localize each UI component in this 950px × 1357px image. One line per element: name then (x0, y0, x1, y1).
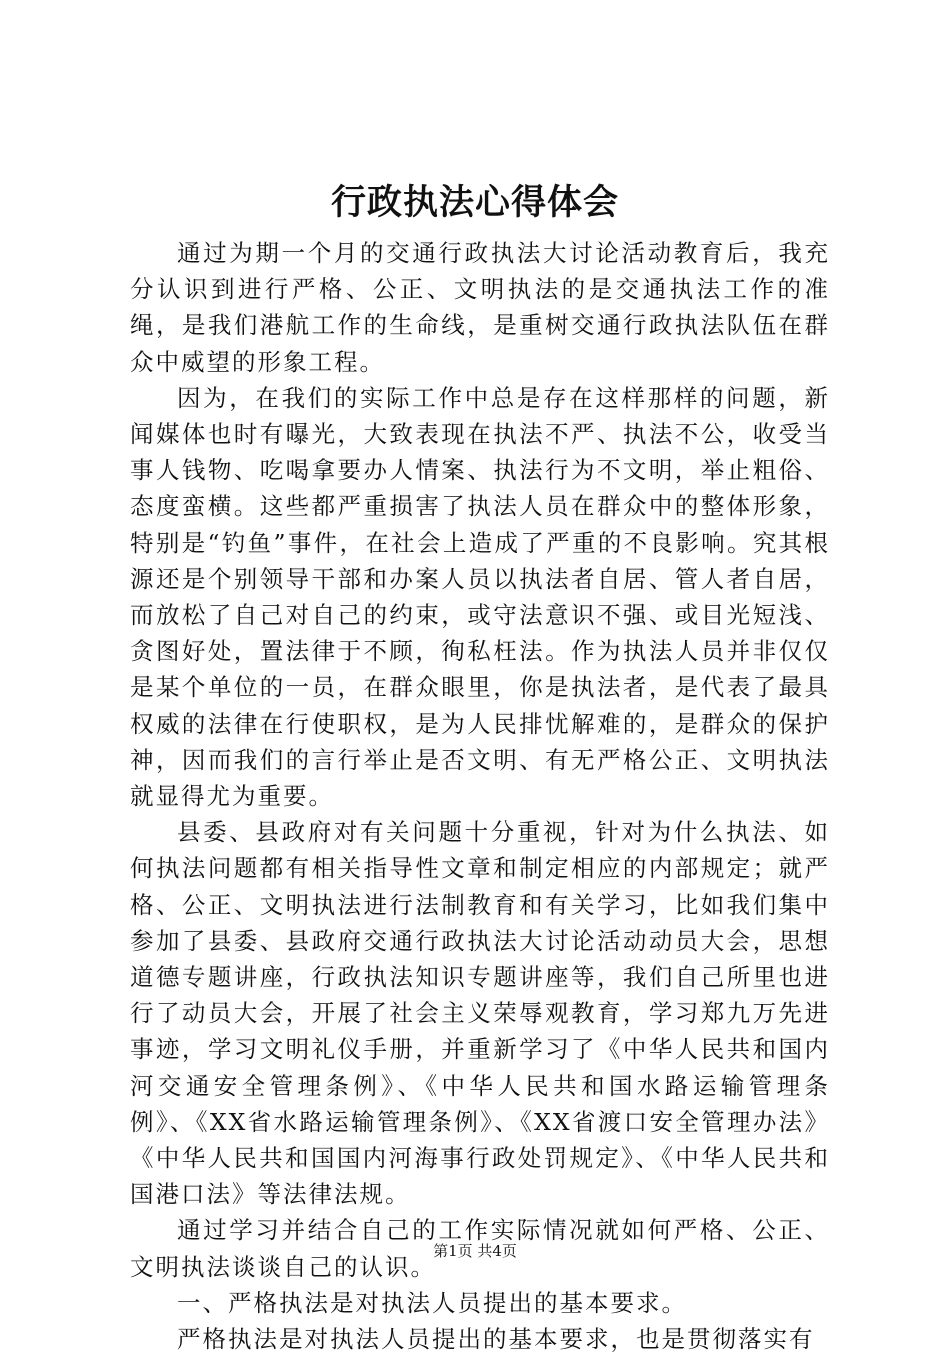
page-footer: 第1页 共4页 (433, 1242, 517, 1260)
paragraph-intro: 通过为期一个月的交通行政执法大讨论活动教育后，我充分认识到进行严格、公正、文明执法的是交通执法工作的准绳，是我们港航工作的生命线，是重树交通行政执法队伍在群众中威望的形象工程。 (130, 239, 830, 376)
paragraph-county-measures: 县委、县政府对有关问题十分重视，针对为什么执法、如何执法问题都有相关指导性文章和制定相应的内部规定；就严格、公正、文明执法进行法制教育和有关学习，比如我们集中参加了县委、县政府交通行政执法大讨论活动动员大会，思想道德专题讲座，行政执法知识专题讲座等，我们自己所里也进行了动员大会，开展了社会主义荣辱观教育，学习郑九万先进事迹，学习文明礼仪手册，并重新学习了《中华人民共和国内河交通安全管理条例》、《中华人民共和国水路运输管理条例》、《XX省水路运输管理条例》、《XX省渡口安全管理办法》《中华人民共和国国内河海事行政处罚规定》、《中华人民共和国港口法》等法律法规。 (130, 818, 830, 1209)
paragraph-problems: 因为，在我们的实际工作中总是存在这样那样的问题，新闻媒体也时有曝光，大致表现在执法不严、执法不公，收受当事人钱物、吃喝拿要办人情案、执法行为不文明，举止粗俗、态度蛮横。这些都严重损害了执法人员在群众中的整体形象，特别是“钓鱼”事件，在社会上造成了严重的不良影响。究其根源还是个别领导干部和办案人员以执法者自居、管人者自居，而放松了自己对自己的约束，或守法意识不强、或目光短浅、贪图好处，置法律于不顾，徇私枉法。作为执法人员并非仅仅是某个单位的一员，在群众眼里，你是执法者，是代表了最具权威的法律在行使职权，是为人民排忧解难的，是群众的保护神，因而我们的言行举止是否文明、有无严格公正、文明执法就显得尤为重要。 (130, 383, 830, 811)
document-body (130, 235, 830, 1357)
paragraph-transition: 通过学习并结合自己的工作实际情况就如何严格、公正、文明执法谈谈自己的认识。 (130, 1216, 830, 1281)
paragraph-strict-enforcement: 严格执法是对执法人员提出的基本要求，也是贯彻落实有 (177, 1325, 815, 1354)
section-heading-1: 一、严格执法是对执法人员提出的基本要求。 (177, 1288, 687, 1317)
document-title: 行政执法心得体会 (330, 182, 619, 223)
